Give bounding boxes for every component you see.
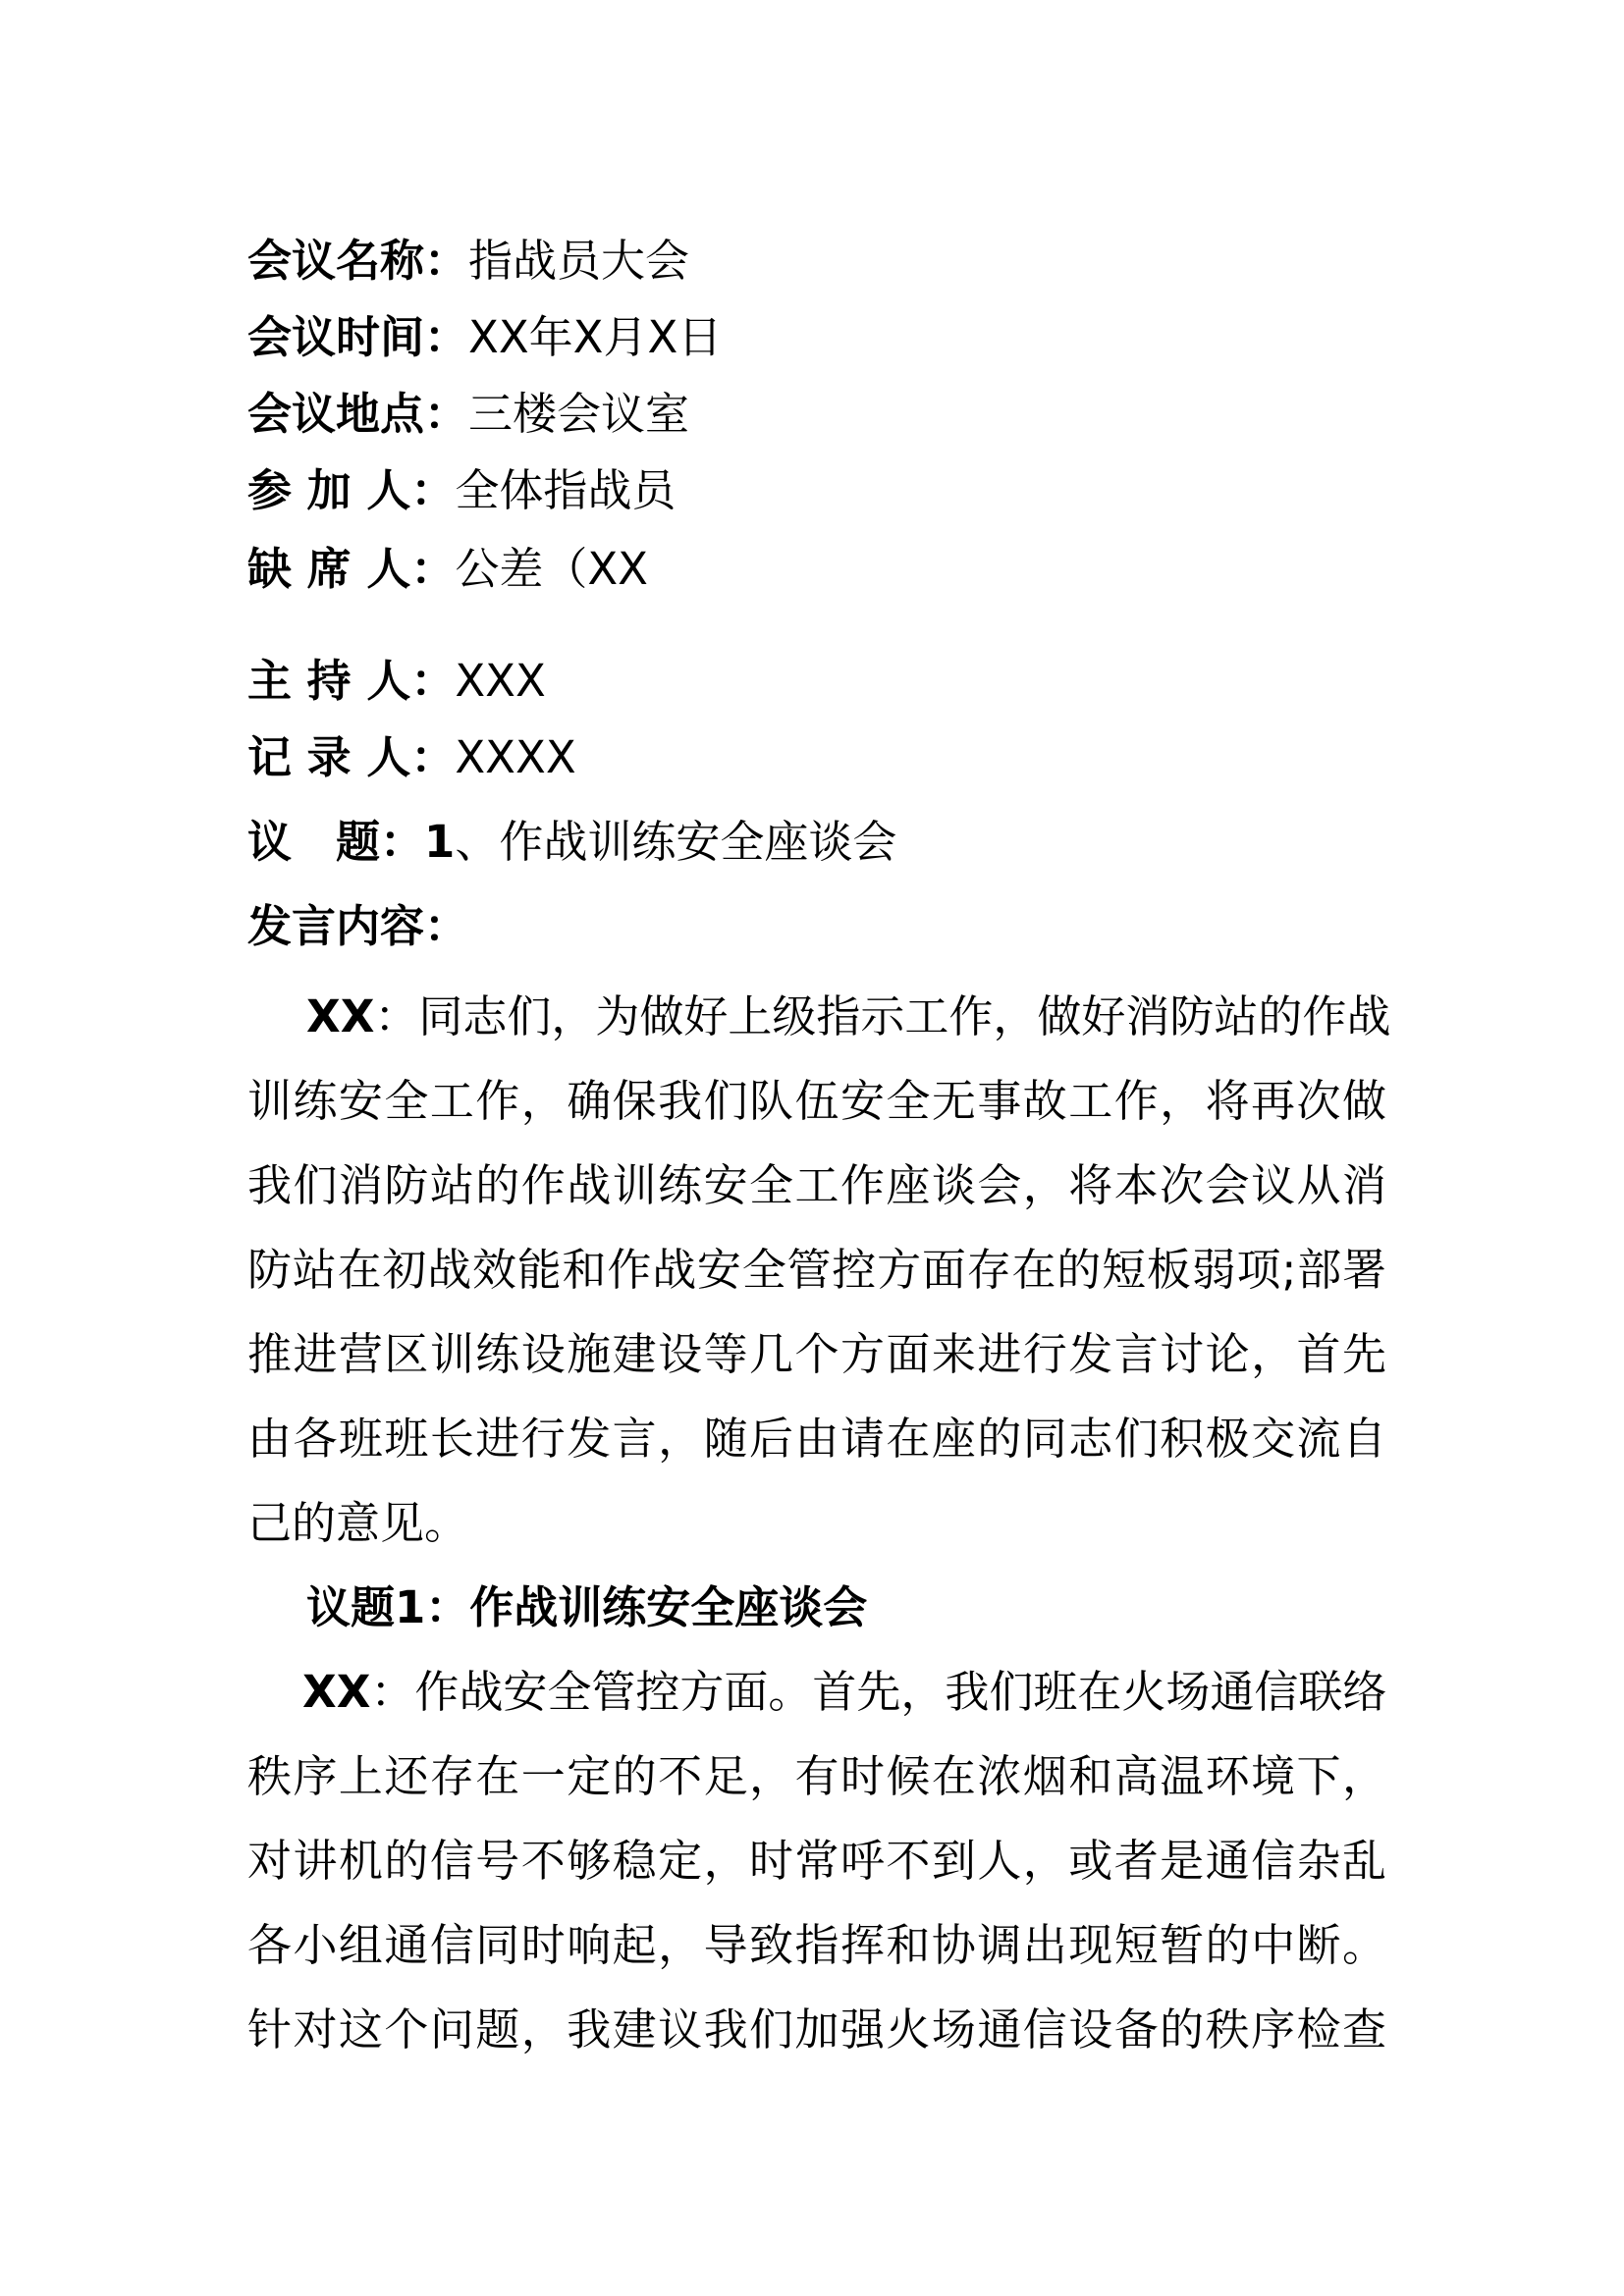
paragraph-line: XX：作战安全管控方面。首先，我们班在火场通信联络 — [302, 1666, 1387, 1718]
paragraph-line: 针对这个问题，我建议我们加强火场通信设备的秩序检查 — [247, 2003, 1386, 2056]
paragraph-line: 推进营区训练设施建设等几个方面来进行发言讨论，首先 — [247, 1328, 1386, 1380]
host-row — [247, 652, 546, 711]
paragraph-line: 我们消防站的作战训练安全工作座谈会，将本次会议从消 — [247, 1159, 1386, 1211]
topic-row — [247, 813, 896, 872]
field-value: 、作战训练安全座谈会 — [455, 816, 897, 868]
meeting-name-row — [247, 232, 689, 291]
field-value: 指战员大会 — [468, 235, 690, 287]
field-value: XXX — [455, 655, 546, 707]
field-label: 会议地点： — [247, 388, 469, 440]
paragraph-line: 对讲机的信号不够稳定，时常呼不到人，或者是通信杂乱 — [247, 1835, 1386, 1887]
paragraph-line: 各小组通信同时响起，导致指挥和协调出现短暂的中断。 — [247, 1919, 1386, 1971]
speaker-name: XX — [306, 990, 375, 1042]
field-value-number: 1 — [424, 816, 456, 868]
field-label: 议 题： — [247, 816, 425, 868]
field-value: 公差（XX — [455, 543, 648, 595]
field-label: 会议时间： — [247, 311, 469, 363]
field-value: XXXX — [455, 731, 576, 783]
absentees-row — [247, 540, 648, 599]
paragraph-line: 防站在初战效能和作战安全管控方面存在的短板弱项;部署 — [247, 1244, 1386, 1296]
field-label: 会议名称： — [247, 235, 469, 287]
field-label: 参 加 人： — [247, 464, 456, 516]
paragraph-line: 训练安全工作，确保我们队伍安全无事故工作，将再次做 — [247, 1075, 1386, 1127]
field-value: 三楼会议室 — [468, 388, 690, 440]
paragraph-line: 秩序上还存在一定的不足，有时候在浓烟和高温环境下， — [247, 1750, 1386, 1802]
field-label: 记 录 人： — [247, 731, 456, 783]
field-label: 主 持 人： — [247, 655, 456, 707]
paragraph-line: 由各班班长进行发言，随后由请在座的同志们积极交流自 — [247, 1413, 1386, 1465]
field-label: 缺 席 人： — [247, 543, 456, 595]
topic-heading: 议题1：作战训练安全座谈会 — [306, 1581, 868, 1633]
field-value: 全体指战员 — [455, 464, 677, 516]
paragraph-line: 己的意见。 — [247, 1497, 469, 1549]
paragraph-line: XX：同志们，为做好上级指示工作，做好消防站的作战 — [306, 990, 1391, 1042]
speaker-name: XX — [302, 1666, 371, 1718]
meeting-time-row — [247, 308, 722, 367]
meeting-location-row — [247, 385, 689, 444]
speech-heading: 发言内容： — [247, 900, 469, 952]
field-value: XX年X月X日 — [468, 311, 723, 363]
attendees-row — [247, 461, 676, 520]
recorder-row — [247, 728, 576, 787]
